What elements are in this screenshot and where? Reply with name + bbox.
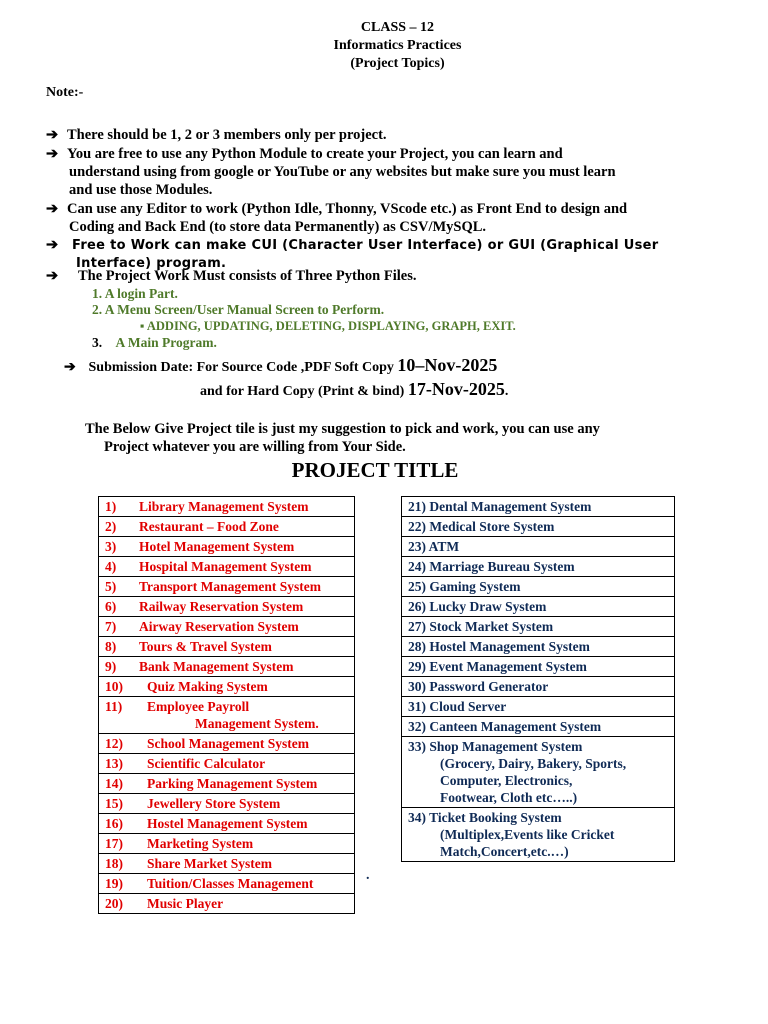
project-number: 13) [105, 756, 123, 771]
table-row [99, 774, 355, 794]
arrow-icon: ➔ [46, 237, 59, 253]
project-cell [99, 557, 355, 577]
project-cell [402, 517, 675, 537]
project-name: 30) Password Generator [408, 679, 549, 694]
project-cell [99, 497, 355, 517]
table-row [99, 734, 355, 754]
project-name: 32) Canteen Management System [408, 719, 602, 734]
project-cell [99, 814, 355, 834]
project-detail-line: Computer, Electronics, [440, 773, 573, 788]
suggestion-line-1: The Below Give Project tile is just my suggestion to pick and work, you can use any [85, 421, 600, 437]
project-name: 26) Lucky Draw System [408, 599, 547, 614]
file-item-3 [92, 335, 217, 351]
bullet-1-text: There should be 1, 2 or 3 members only per project. [67, 127, 387, 143]
table-row [99, 894, 355, 914]
project-name: 21) Dental Management System [408, 499, 592, 514]
table-row [99, 874, 355, 894]
bullet-5-text: The Project Work Must consists of Three Python Files. [78, 268, 417, 284]
project-detail-line: (Grocery, Dairy, Bakery, Sports, [440, 756, 627, 771]
file-item-3-number: 3. [92, 335, 103, 350]
project-name: 34) Ticket Booking System [408, 810, 562, 825]
project-cell [402, 808, 675, 862]
table-row [402, 537, 675, 557]
project-name: Airway Reservation System [139, 619, 299, 634]
project-name: 31) Cloud Server [408, 699, 507, 714]
project-name: Tuition/Classes Management [147, 876, 314, 891]
table-row [402, 637, 675, 657]
project-cell [402, 717, 675, 737]
project-number: 17) [105, 836, 123, 851]
project-number: 11) [105, 699, 123, 714]
project-number: 2) [105, 519, 117, 534]
project-name: Hostel Management System [147, 816, 308, 831]
project-cell [99, 577, 355, 597]
project-name: Parking Management System [147, 776, 318, 791]
project-name: 23) ATM [408, 539, 460, 554]
project-cell [99, 637, 355, 657]
table-row [99, 597, 355, 617]
arrow-icon: ➔ [46, 201, 59, 217]
file-item-2: 2. A Menu Screen/User Manual Screen to Perform. [92, 302, 385, 317]
table-row [99, 497, 355, 517]
submission-hard-label: and for Hard Copy (Print & bind) [200, 384, 405, 399]
project-number: 10) [105, 679, 123, 694]
project-name: Music Player [147, 896, 224, 911]
file-item-1: 1. A login Part. [92, 286, 178, 301]
project-cell [99, 754, 355, 774]
project-cell [99, 874, 355, 894]
project-detail-line: (Multiplex,Events like Cricket [440, 827, 615, 842]
bullet-1 [46, 126, 387, 144]
project-cell [402, 557, 675, 577]
table-row [402, 577, 675, 597]
bullet-5 [46, 267, 416, 285]
table-row [99, 677, 355, 697]
bullet-2 [46, 145, 616, 199]
project-name: Share Market System [147, 856, 272, 871]
table-row [99, 557, 355, 577]
project-cell [99, 774, 355, 794]
project-number: 3) [105, 539, 117, 554]
bullet-2-text-line3: and use those Modules. [69, 182, 213, 198]
subject-heading: Informatics Practices [333, 38, 462, 53]
project-name: 33) Shop Management System [408, 739, 583, 754]
project-detail-line: Footwear, Cloth etc…..) [440, 790, 578, 805]
submission-soft-label: Submission Date: For Source Code ,PDF Soft Copy [88, 360, 394, 375]
table-row [402, 677, 675, 697]
project-name: 22) Medical Store System [408, 519, 555, 534]
table-row [402, 717, 675, 737]
arrow-icon: ➔ [64, 360, 76, 375]
project-name: Quiz Making System [147, 679, 268, 694]
stray-dot: . [366, 868, 370, 883]
bullet-2-text: You are free to use any Python Module to create your Project, you can learn and [67, 146, 563, 162]
table-row [402, 557, 675, 577]
project-cell [99, 794, 355, 814]
project-cell [99, 517, 355, 537]
table-row [99, 577, 355, 597]
table-row [402, 517, 675, 537]
table-row [99, 617, 355, 637]
bullet-4-text-line2: Interface) program. [76, 256, 227, 271]
table-row [99, 697, 355, 734]
table-row [402, 808, 675, 862]
project-name: 25) Gaming System [408, 579, 521, 594]
topics-heading: (Project Topics) [350, 56, 445, 71]
project-cell [99, 537, 355, 557]
project-title: PROJECT TITLE [291, 458, 459, 482]
project-cell [99, 617, 355, 637]
bullet-2-text-line2: understand using from google or YouTube or any websites but make sure you must learn [69, 164, 616, 180]
table-row [402, 617, 675, 637]
table-row [99, 517, 355, 537]
bullet-3-text: Can use any Editor to work (Python Idle, Thonny, VScode etc.) as Front End to design and [67, 201, 628, 217]
class-heading: CLASS – 12 [360, 20, 435, 35]
project-number: 5) [105, 579, 117, 594]
project-table-left [98, 496, 355, 914]
project-number: 8) [105, 639, 117, 654]
arrow-icon: ➔ [46, 268, 59, 284]
project-cell [99, 657, 355, 677]
submission-line-2 [200, 379, 508, 400]
project-name-continued: Management System. [195, 716, 319, 731]
project-name: Marketing System [147, 836, 254, 851]
project-table-right [401, 496, 675, 862]
suggestion-line-2: Project whatever you are willing from Your Side. [104, 439, 406, 455]
file-item-2-sub: ▪ ADDING, UPDATING, DELETING, DISPLAYING, GRAPH, EXIT. [140, 319, 516, 333]
project-name: School Management System [147, 736, 309, 751]
bullet-4-text: Free to Work can make CUI (Character User Interface) or GUI (Graphical User [72, 238, 659, 253]
table-row [99, 834, 355, 854]
project-cell [99, 854, 355, 874]
project-number: 1) [105, 499, 117, 514]
note-label: Note:- [46, 85, 84, 100]
project-name: Bank Management System [139, 659, 294, 674]
project-cell [99, 677, 355, 697]
project-cell [402, 677, 675, 697]
table-row [99, 814, 355, 834]
bullet-3-text-line2: Coding and Back End (to store data Permanently) as CSV/MySQL. [69, 219, 487, 235]
project-cell [99, 834, 355, 854]
project-name: Jewellery Store System [147, 796, 281, 811]
table-row [402, 737, 675, 808]
project-cell [402, 617, 675, 637]
bullet-3 [46, 200, 627, 236]
project-number: 6) [105, 599, 117, 614]
file-item-3-text: A Main Program. [115, 335, 217, 350]
project-name: Railway Reservation System [139, 599, 304, 614]
project-name: 29) Event Management System [408, 659, 587, 674]
soft-copy-date: 10–Nov-2025 [397, 355, 498, 375]
project-cell [99, 697, 355, 734]
project-number: 7) [105, 619, 117, 634]
project-cell [402, 637, 675, 657]
table-row [99, 854, 355, 874]
project-name: 28) Hostel Management System [408, 639, 590, 654]
project-name: Transport Management System [139, 579, 321, 594]
project-name: Tours & Travel System [139, 639, 272, 654]
project-cell [402, 697, 675, 717]
project-cell [402, 577, 675, 597]
table-row [402, 497, 675, 517]
project-name: Employee Payroll [147, 699, 250, 714]
table-row [402, 597, 675, 617]
submission-line-1 [64, 355, 497, 376]
project-number: 19) [105, 876, 123, 891]
table-row [99, 657, 355, 677]
project-number: 4) [105, 559, 117, 574]
project-number: 12) [105, 736, 123, 751]
project-number: 18) [105, 856, 123, 871]
project-number: 9) [105, 659, 117, 674]
arrow-icon: ➔ [46, 146, 59, 162]
project-number: 15) [105, 796, 123, 811]
project-cell [99, 734, 355, 754]
hard-copy-period: . [504, 384, 509, 399]
table-row [99, 794, 355, 814]
arrow-icon: ➔ [46, 127, 59, 143]
project-number: 14) [105, 776, 123, 791]
table-row [402, 657, 675, 677]
project-name: Scientific Calculator [147, 756, 266, 771]
table-row [99, 637, 355, 657]
project-name: Restaurant – Food Zone [139, 519, 279, 534]
project-cell [402, 537, 675, 557]
project-cell [99, 597, 355, 617]
project-cell [99, 894, 355, 914]
project-number: 20) [105, 896, 123, 911]
project-cell [402, 737, 675, 808]
project-name: 24) Marriage Bureau System [408, 559, 575, 574]
hard-copy-date: 17-Nov-2025 [407, 379, 505, 399]
project-name: Library Management System [139, 499, 309, 514]
project-number: 16) [105, 816, 123, 831]
project-name: Hospital Management System [139, 559, 312, 574]
table-row [402, 697, 675, 717]
project-cell [402, 597, 675, 617]
project-name: 27) Stock Market System [408, 619, 554, 634]
table-row [99, 754, 355, 774]
project-cell [402, 657, 675, 677]
table-row [99, 537, 355, 557]
project-name: Hotel Management System [139, 539, 295, 554]
project-cell [402, 497, 675, 517]
project-detail-line: Match,Concert,etc.…) [440, 844, 569, 859]
